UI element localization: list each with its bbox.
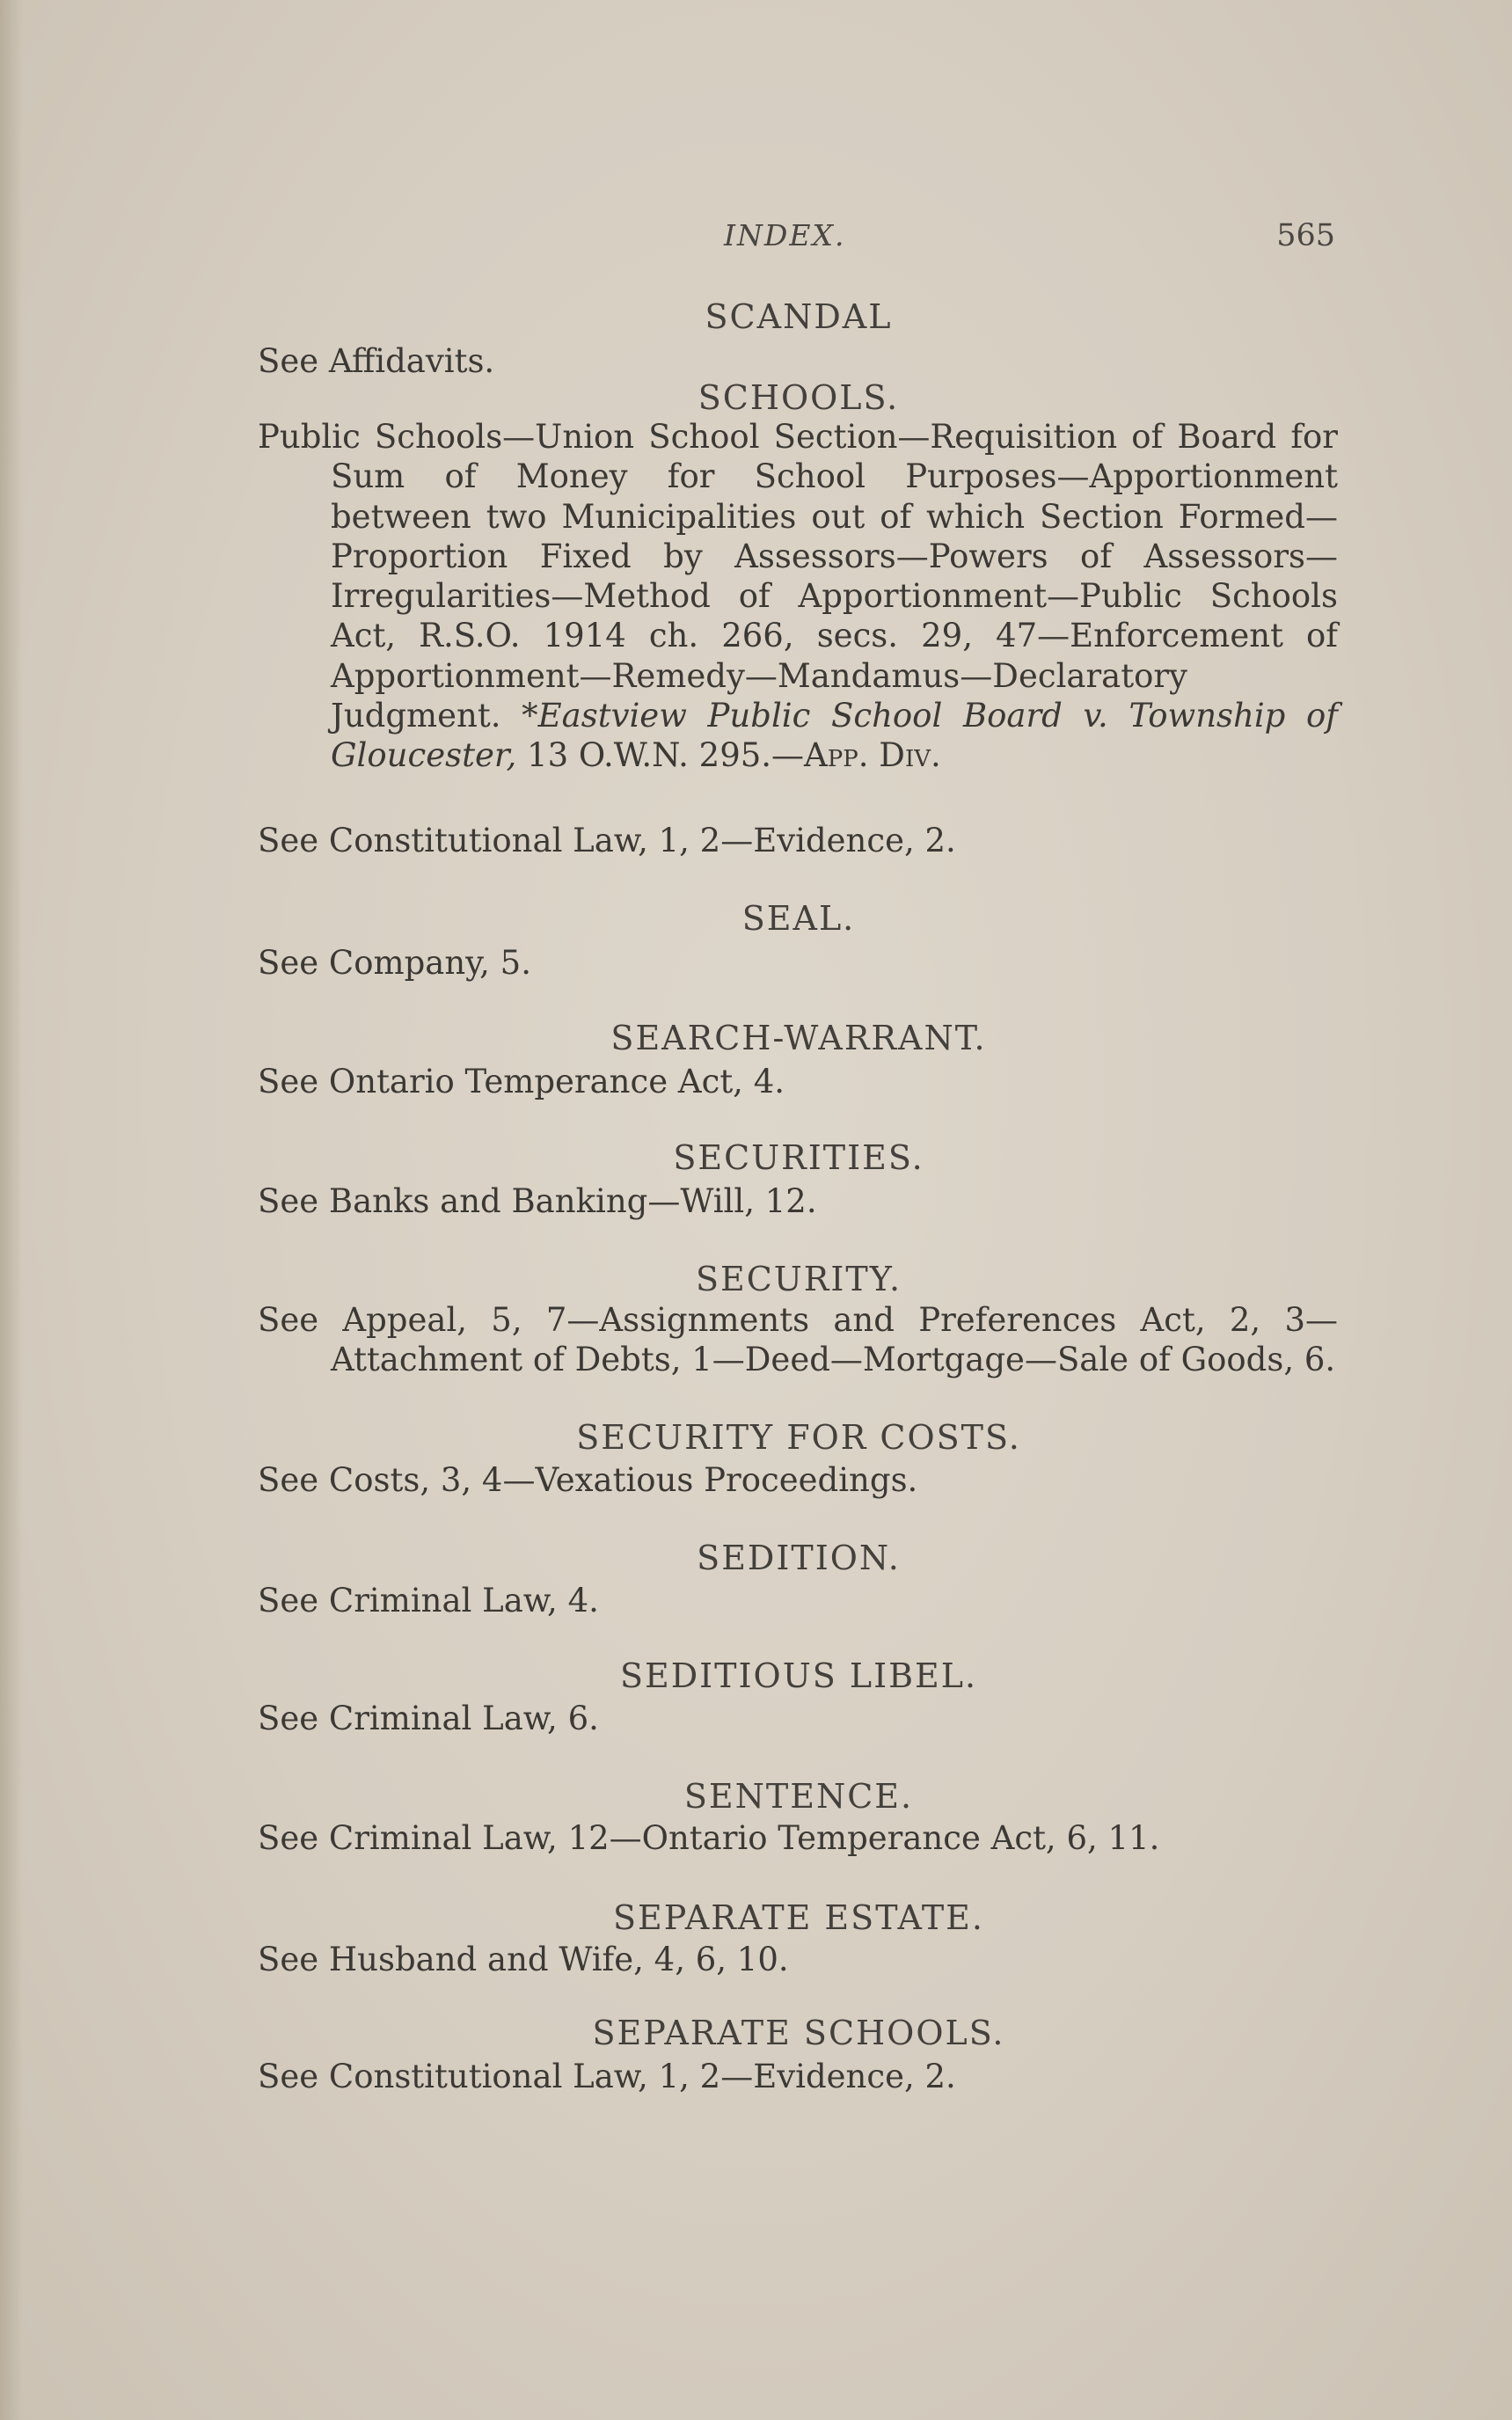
cross-reference-scandal: See Affidavits. <box>258 342 495 380</box>
page-number: 565 <box>1276 218 1335 253</box>
heading-seditious-libel: SEDITIOUS LIBEL. <box>619 1656 978 1695</box>
case-citation: 13 O.W.N. 295.— <box>516 736 805 775</box>
cross-reference-seal: See Company, 5. <box>258 944 531 982</box>
heading-scandal: SCANDAL <box>705 297 893 336</box>
heading-security: SECURITY. <box>695 1260 902 1298</box>
running-head <box>259 218 1337 262</box>
cross-reference-seditious-libel: See Criminal Law, 6. <box>258 1700 599 1737</box>
heading-search-warrant: SEARCH-WARRANT. <box>610 1019 987 1057</box>
digest-text: Public Schools—Union School Section—Requisition of Board for Sum of Money for School Purposes—Apportionment between two Municipalities out of which Section Formed—Proportion Fixed by Assessors—Powers of Assessors—Irregularities—Method of Apportionment—Public Schools Act, R.S.O. 1914 ch. 266, secs. 29, 47—Enforcement of Apportionment—Remedy—Mandamus—Declaratory Judgment. <box>258 418 1338 735</box>
heading-security-for-costs: SECURITY FOR COSTS. <box>576 1418 1021 1457</box>
case-name: *Eastview Public School Board v. Township of Gloucester, <box>331 697 1338 775</box>
cross-reference-sentence: See Criminal Law, 12—Ontario Temperance Act, 6, 11. <box>258 1819 1160 1857</box>
cross-reference-schools: See Constitutional Law, 1, 2—Evidence, 2. <box>258 822 956 859</box>
cross-reference-search-warrant: See Ontario Temperance Act, 4. <box>258 1063 785 1100</box>
heading-sentence: SENTENCE. <box>683 1777 914 1816</box>
running-head-title: INDEX. <box>724 218 846 252</box>
cross-reference-sedition: See Criminal Law, 4. <box>258 1582 599 1619</box>
court-abbreviation: App. Div. <box>804 736 941 775</box>
cross-reference-security-for-costs: See Costs, 3, 4—Vexatious Proceedings. <box>258 1461 918 1499</box>
digest-paragraph-schools <box>258 417 1338 776</box>
heading-securities: SECURITIES. <box>673 1138 924 1177</box>
heading-separate-estate: SEPARATE ESTATE. <box>612 1898 984 1937</box>
cross-reference-security: See Appeal, 5, 7—Assignments and Preferences Act, 2, 3—Attachment of Debts, 1—Deed—Mortgage—Sale of Goods, 6. <box>258 1301 1338 1379</box>
heading-seal: SEAL. <box>741 899 856 938</box>
cross-reference-securities: See Banks and Banking—Will, 12. <box>258 1182 817 1220</box>
cross-reference-separate-schools: See Constitutional Law, 1, 2—Evidence, 2. <box>258 2058 956 2095</box>
cross-reference-separate-estate: See Husband and Wife, 4, 6, 10. <box>258 1941 789 1978</box>
heading-separate-schools: SEPARATE SCHOOLS. <box>592 2014 1005 2052</box>
heading-schools: SCHOOLS. <box>698 378 900 417</box>
spine-shadow <box>0 0 23 2420</box>
heading-sedition: SEDITION. <box>697 1539 901 1577</box>
